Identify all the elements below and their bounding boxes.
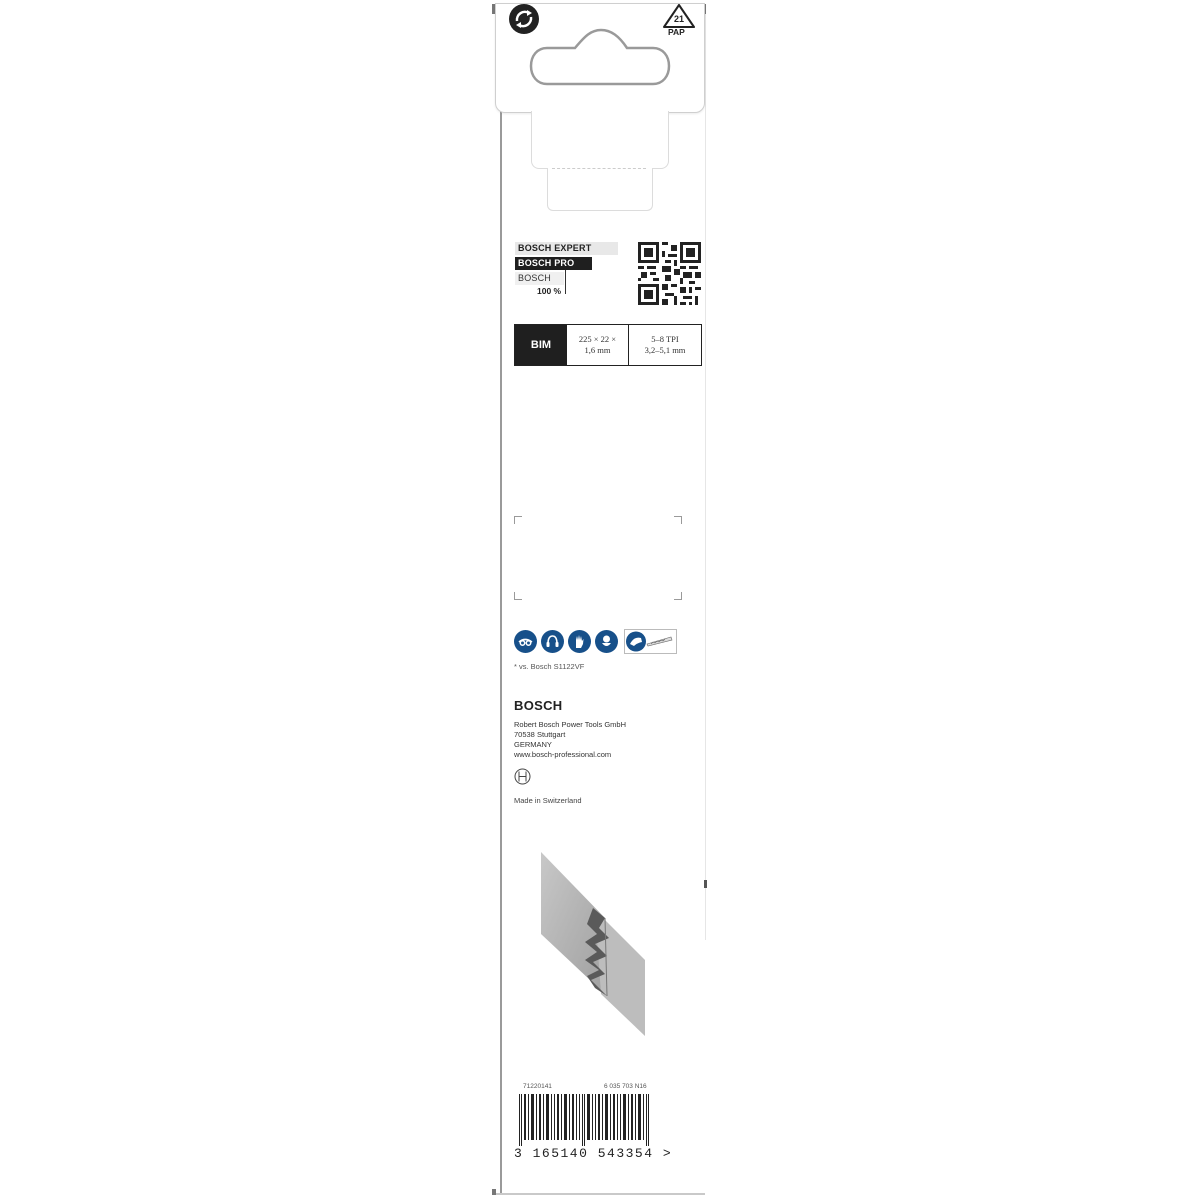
range-expert: BOSCH EXPERT bbox=[515, 242, 618, 255]
gloves-icon bbox=[568, 630, 591, 653]
green-dot-icon bbox=[508, 3, 540, 35]
svg-text:21: 21 bbox=[673, 14, 685, 24]
qr-code bbox=[638, 242, 701, 305]
corner-mark-bottom-left bbox=[492, 1189, 496, 1195]
hang-hole bbox=[527, 26, 673, 88]
recycle-triangle-icon bbox=[662, 4, 696, 28]
package-right-edge bbox=[705, 10, 706, 940]
ean-number: 3 165140 543354 > bbox=[514, 1146, 673, 1161]
article-code-left: 71220141 bbox=[523, 1083, 552, 1090]
manufacturer-address bbox=[514, 720, 626, 760]
tab-flap-inner bbox=[547, 168, 653, 211]
perforation-line bbox=[552, 168, 646, 169]
spec-material: BIM bbox=[515, 325, 567, 365]
tab-flap bbox=[531, 111, 669, 169]
saw-blade-illustration bbox=[535, 848, 647, 1040]
window-corner-top-left bbox=[514, 516, 522, 524]
range-bosch: BOSCH bbox=[515, 272, 564, 285]
reciprocating-saw-icon bbox=[624, 629, 677, 654]
made-in-label: Made in Switzerland bbox=[514, 796, 582, 805]
spec-teeth: 5–8 TPI 3,2–5,1 mm bbox=[644, 334, 686, 355]
range-pro: BOSCH PRO bbox=[515, 257, 592, 270]
address-country: GERMANY bbox=[514, 740, 552, 749]
address-website: www.bosch-professional.com bbox=[514, 750, 612, 759]
article-code-right: 6 035 703 N16 bbox=[604, 1083, 647, 1090]
package-left-edge bbox=[500, 100, 502, 1195]
spec-dimensions: 225 × 22 × 1,6 mm bbox=[567, 325, 629, 365]
window-corner-bottom-right bbox=[674, 592, 682, 600]
dust-mask-icon bbox=[595, 630, 618, 653]
ear-protection-icon bbox=[541, 630, 564, 653]
brand-logo-text: BOSCH bbox=[514, 698, 563, 713]
window-corner-bottom-left bbox=[514, 592, 522, 600]
package-bottom-edge bbox=[493, 1193, 705, 1195]
footnote: * vs. Bosch S1122VF bbox=[514, 662, 585, 671]
recycle-material-label: PAP bbox=[668, 27, 685, 37]
bosch-armature-icon bbox=[514, 768, 531, 785]
address-company: Robert Bosch Power Tools GmbH bbox=[514, 720, 626, 729]
side-notch bbox=[704, 880, 707, 888]
barcode-bars bbox=[509, 1094, 661, 1146]
window-corner-top-right bbox=[674, 516, 682, 524]
eye-protection-icon bbox=[514, 630, 537, 653]
address-city: 70538 Stuttgart bbox=[514, 730, 566, 739]
product-range-ladder bbox=[515, 242, 625, 287]
spec-table bbox=[514, 324, 702, 366]
range-indicator-line bbox=[565, 270, 566, 294]
range-percent: 100 % bbox=[537, 286, 562, 296]
safety-icons-row bbox=[514, 629, 677, 654]
